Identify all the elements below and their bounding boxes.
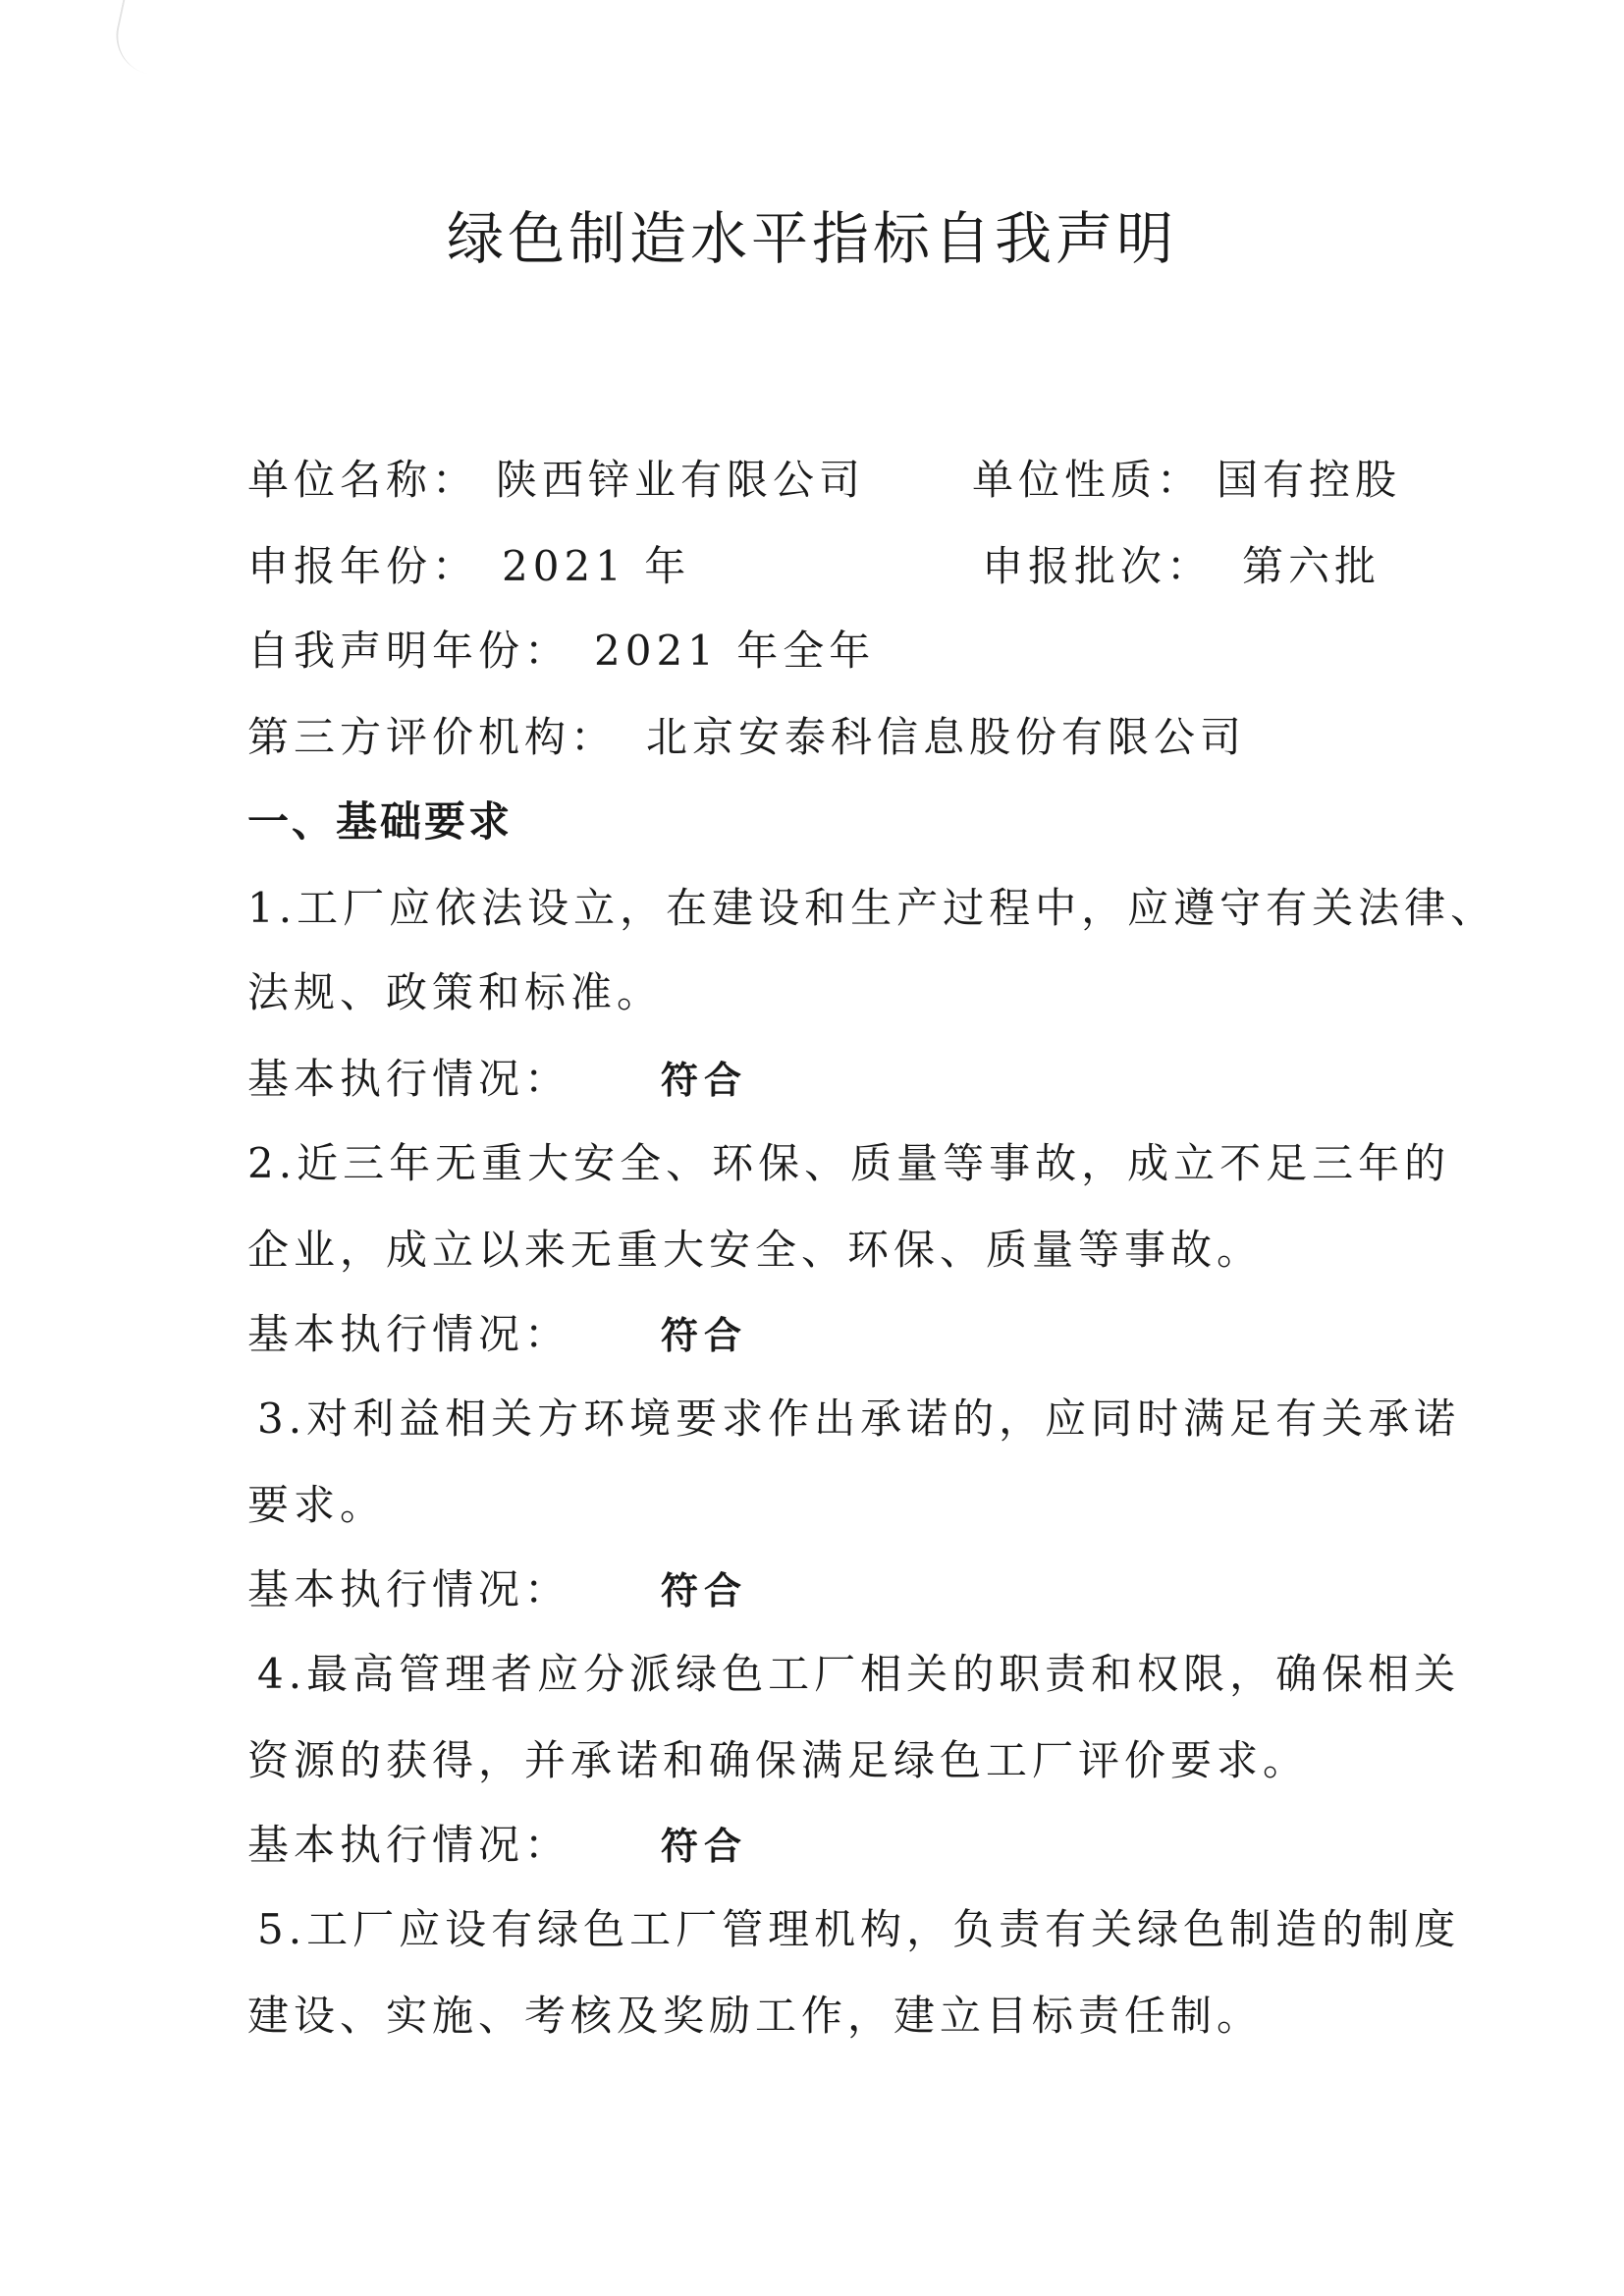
unit-nature-value: 国有控股 (1217, 456, 1402, 504)
status-value: 符合 (661, 1313, 748, 1357)
requirement-2-line-2: 企业，成立以来无重大安全、环保、质量等事故。 (247, 1226, 1264, 1274)
report-batch-row (982, 542, 1380, 591)
third-party-value: 北京安泰科信息股份有限公司 (646, 713, 1247, 761)
requirement-1-status (247, 1055, 747, 1104)
scan-corner-mark (109, 0, 164, 75)
requirement-2-status (247, 1310, 747, 1359)
report-batch-value: 第六批 (1242, 542, 1381, 590)
report-year-value: 2021 年 (502, 542, 691, 590)
status-value: 符合 (661, 1058, 748, 1102)
status-label: 基本执行情况： (247, 1310, 571, 1358)
page-title: 绿色制造水平指标自我声明 (446, 205, 1177, 272)
declaration-year-label: 自我声明年份： (247, 627, 571, 675)
status-label: 基本执行情况： (247, 1565, 571, 1613)
requirement-5-line-1: 5.工厂应设有绿色工厂管理机构，负责有关绿色制造的制度 (257, 1905, 1461, 1953)
status-label: 基本执行情况： (247, 1055, 571, 1103)
requirement-1-line-1: 1.工厂应依法设立，在建设和生产过程中，应遵守有关法律、 (247, 884, 1497, 932)
requirement-4-status (247, 1821, 747, 1870)
requirement-4-line-1: 4.最高管理者应分派绿色工厂相关的职责和权限，确保相关 (257, 1650, 1461, 1698)
report-year-row (247, 542, 690, 591)
unit-name-value: 陕西锌业有限公司 (496, 456, 866, 504)
requirement-3-line-1: 3.对利益相关方环境要求作出承诺的，应同时满足有关承诺 (257, 1394, 1461, 1443)
third-party-row (247, 713, 1246, 762)
status-value: 符合 (661, 1568, 748, 1613)
requirement-5-line-2: 建设、实施、考核及奖励工作，建立目标责任制。 (247, 1992, 1264, 2040)
requirement-4-line-2: 资源的获得，并承诺和确保满足绿色工厂评价要求。 (247, 1736, 1310, 1784)
report-year-label: 申报年份： (247, 542, 479, 590)
section-heading: 一、基础要求 (247, 797, 514, 846)
requirement-3-status (247, 1565, 747, 1614)
declaration-year-value: 2021 年全年 (594, 627, 876, 675)
unit-nature-label: 单位性质： (972, 456, 1204, 504)
requirement-3-line-2: 要求。 (247, 1481, 387, 1529)
requirement-2-line-1: 2.近三年无重大安全、环保、质量等事故，成立不足三年的 (247, 1139, 1451, 1187)
unit-nature-row (972, 456, 1401, 505)
status-label: 基本执行情况： (247, 1821, 571, 1869)
unit-name-row (247, 456, 865, 505)
declaration-year-row (247, 627, 875, 676)
report-batch-label: 申报批次： (982, 542, 1214, 590)
requirement-1-line-2: 法规、政策和标准。 (247, 968, 664, 1016)
unit-name-label: 单位名称： (247, 456, 479, 504)
third-party-label: 第三方评价机构： (247, 713, 618, 761)
status-value: 符合 (661, 1824, 748, 1868)
